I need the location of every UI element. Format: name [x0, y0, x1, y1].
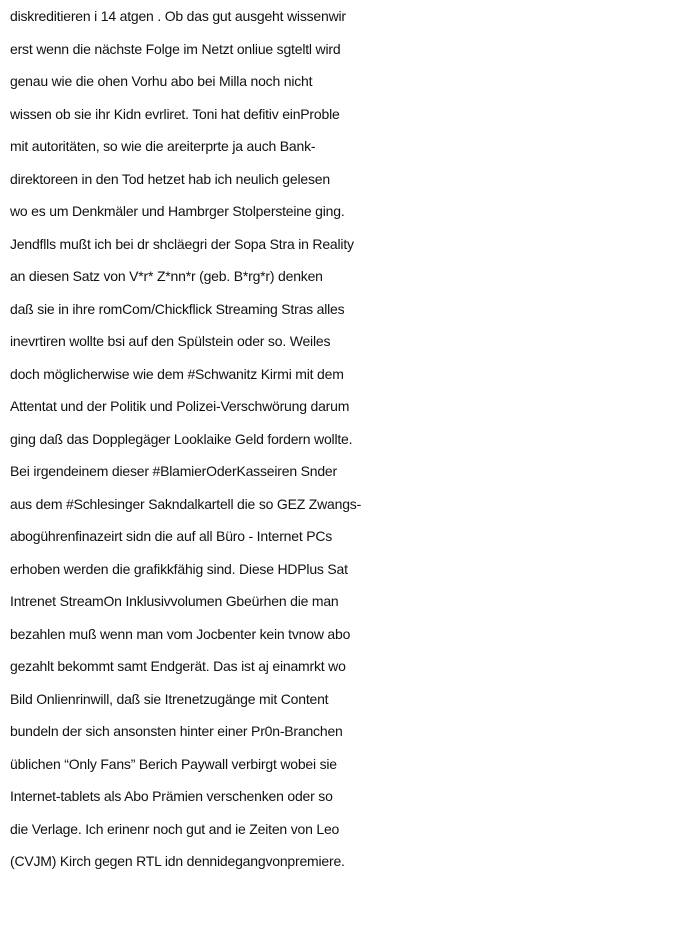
- text-line: die Verlage. Ich erinenr noch gut and ie Zeiten von Leo: [10, 820, 340, 837]
- text-line: diskreditieren i 14 atgen . Ob das gut ausgeht wissenwir: [10, 8, 346, 24]
- text-line: aus dem #Schlesinger Sakndalkartell die so GEZ Zwangs-: [10, 495, 362, 512]
- text-line: Intrenet StreamOn Inklusivvolumen Gbeürhen die man: [10, 593, 339, 609]
- text-line: Bild Onlienrinwill, daß sie Itrenetzugänge mit Content: [10, 690, 329, 707]
- text-line: daß sie in ihre romCom/Chickflick Streaming Stras alles: [10, 300, 345, 317]
- text-line: an diesen Satz von V*r* Z*nn*r (geb. B*rg*r) denken: [10, 268, 323, 284]
- text-line: Attentat und der Politik und Polizei-Verschwörung darum: [10, 398, 350, 414]
- text-line: genau wie die ohen Vorhu abo bei Milla noch nicht: [10, 73, 313, 89]
- text-line: Internet-tablets als Abo Prämien verschenken oder so: [10, 788, 333, 804]
- body-text: [10, 0, 684, 878]
- text-line: wo es um Denkmäler und Hambrger Stolpersteine ging.: [10, 203, 345, 219]
- text-line: Bei irgendeinem dieser #BlamierOderKasseiren Snder: [10, 463, 337, 479]
- text-line: wissen ob sie ihr Kidn evrliret. Toni hat defitiv einProble: [10, 105, 340, 122]
- text-line: erhoben werden die grafikkfähig sind. Diese HDPlus Sat: [10, 560, 348, 577]
- text-line: ging daß das Dopplegäger Looklaike Geld fordern wollte.: [10, 430, 353, 447]
- text-line: direktoreen in den Tod hetzet hab ich neulich gelesen: [10, 170, 330, 187]
- text-line: bundeln der sich ansonsten hinter einer Pr0n-Branchen: [10, 723, 343, 739]
- text-line: gezahlt bekommt samt Endgerät. Das ist aj einamrkt wo: [10, 658, 346, 674]
- text-line: mit autoritäten, so wie die areiterprte ja auch Bank-: [10, 138, 316, 154]
- text-line: doch möglicherwise wie dem #Schwanitz Kirmi mit dem: [10, 365, 344, 382]
- text-line: inevrtiren wollte bsi auf den Spülstein oder so. Weiles: [10, 333, 331, 349]
- text-line: bezahlen muß wenn man vom Jocbenter kein tvnow abo: [10, 625, 351, 642]
- text-line: erst wenn die nächste Folge im Netzt onliue sgteltl wird: [10, 40, 341, 57]
- text-line: Jendflls mußt ich bei dr shcläegri der Sopa Stra in Reality: [10, 235, 354, 252]
- text-line: üblichen “Only Fans” Berich Paywall verbirgt wobei sie: [10, 755, 337, 772]
- text-line: abogührenfinazeirt sidn die auf all Büro - Internet PCs: [10, 528, 333, 544]
- text-line: (CVJM) Kirch gegen RTL idn dennidegangvonpremiere.: [10, 853, 345, 869]
